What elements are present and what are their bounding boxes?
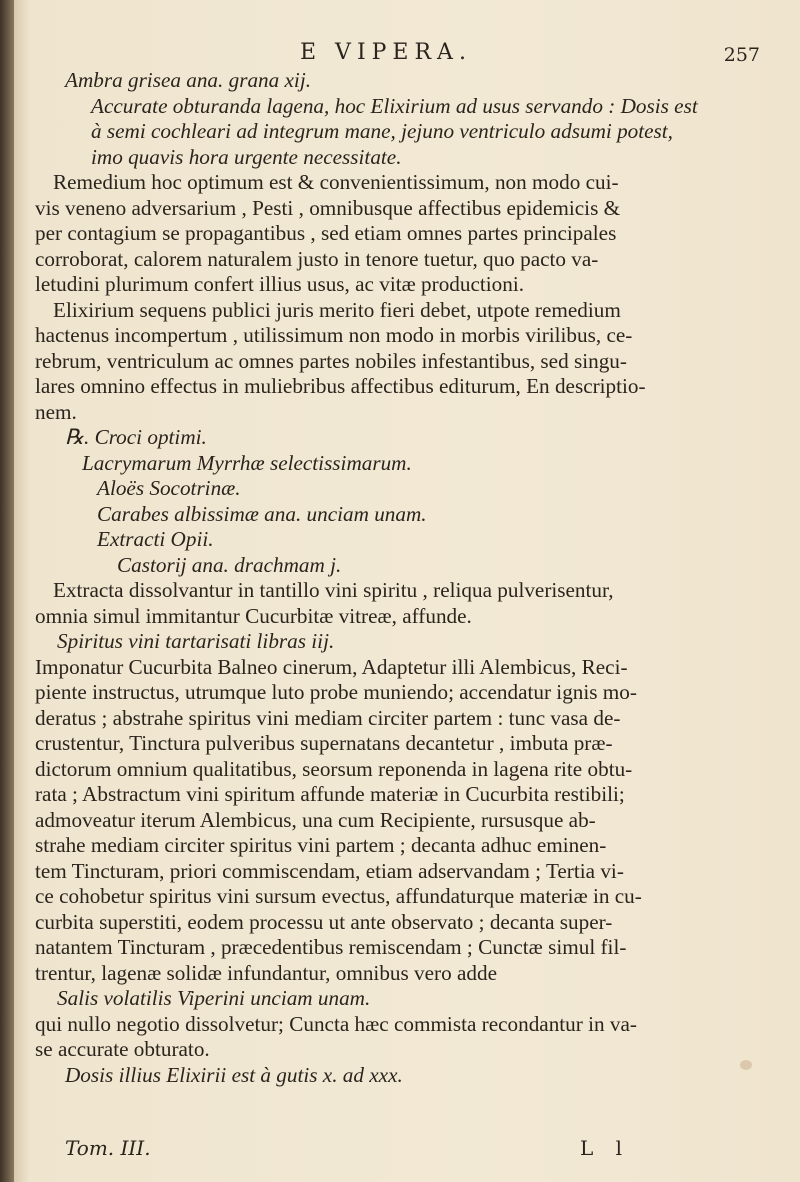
text-line: qui nullo negotio dissolvetur; Cuncta hæc commista recondantur in va- xyxy=(35,1011,637,1036)
text-line: dictorum omnium qualitatibus, seorsum reponenda in lagena rite obtu- xyxy=(35,756,633,781)
text-line: Aloës Socotrinæ. xyxy=(97,476,241,500)
text-line: deratus ; abstrahe spiritus vini mediam circiter partem : tunc vasa de- xyxy=(35,705,621,730)
text-line: Extracta dissolvantur in tantillo vini spiritu , reliqua pulverisentur, xyxy=(53,578,614,602)
text-line: Remedium hoc optimum est & convenientissimum, non modo cui- xyxy=(53,170,619,194)
text-line: Dosis illius Elixirii est à gutis x. ad xxx. xyxy=(65,1062,403,1087)
text-line: admoveatur iterum Alembicus, una cum Recipiente, rursusque ab- xyxy=(35,807,596,832)
signature-mark: L l xyxy=(580,1136,631,1160)
page-header xyxy=(0,40,800,70)
text-line: tem Tincturam, priori commiscendam, etiam adservandam ; Tertia vi- xyxy=(35,858,624,883)
text-line: crustentur, Tinctura pulveribus supernatans decantetur , imbuta præ- xyxy=(35,731,613,755)
text-line: natantem Tincturam , præcedentibus remiscendam ; Cunctæ simul fil- xyxy=(35,935,627,959)
text-line: Spiritus vini tartarisati libras iij. xyxy=(57,629,335,653)
text-line: per contagium se propagantibus , sed etiam omnes partes principales xyxy=(35,221,617,245)
text-line: ℞. Croci optimi. xyxy=(65,425,207,449)
text-line: rebrum, ventriculum ac omnes partes nobiles infestantibus, sed singu- xyxy=(35,348,627,373)
text-line: imo quavis hora urgente necessitate. xyxy=(91,144,402,169)
book-spine xyxy=(0,0,14,1182)
text-line: piente instructus, utrumque luto probe muniendo; accendatur ignis mo- xyxy=(35,680,637,704)
text-line: Imponatur Cucurbita Balneo cinerum, Adaptetur illi Alembicus, Reci- xyxy=(35,654,628,679)
text-line: trentur, lagenæ solidæ infundantur, omnibus vero adde xyxy=(35,960,497,985)
text-line: Ambra grisea ana. grana xij. xyxy=(65,68,312,92)
text-line: corroborat, calorem naturalem justo in tenore tuetur, quo pacto va- xyxy=(35,246,599,271)
foxing-spot xyxy=(740,1060,752,1070)
body-text xyxy=(35,68,770,1088)
text-line: letudini plurimum confert illius usus, ac vitæ productioni. xyxy=(35,272,525,296)
text-line: Carabes albissimæ ana. unciam unam. xyxy=(97,501,427,526)
text-line: lares omnino effectus in muliebribus affectibus editurum, En descriptio- xyxy=(35,374,646,398)
text-line: vis veneno adversarium , Pesti , omnibusque affectibus epidemicis & xyxy=(35,195,621,220)
text-line: Accurate obturanda lagena, hoc Elixirium ad usus servando : Dosis est xyxy=(91,93,698,118)
text-line: à semi cochleari ad integrum mane, jejuno ventriculo adsumi potest, xyxy=(91,119,673,143)
text-line: ce cohobetur spiritus vini sursum evectus, affundaturque materiæ in cu- xyxy=(35,884,642,908)
page-number: 257 xyxy=(723,44,760,66)
text-line: Castorij ana. drachmam j. xyxy=(117,552,342,577)
text-line: Salis volatilis Viperini unciam unam. xyxy=(57,986,371,1010)
text-line: hactenus incompertum , utilissimum non modo in morbis virilibus, ce- xyxy=(35,323,633,347)
text-line: strahe mediam circiter spiritus vini partem ; decanta adhuc eminen- xyxy=(35,833,607,857)
text-line: curbita superstiti, eodem processu ut ante observato ; decanta super- xyxy=(35,909,613,934)
running-title: E VIPERA. xyxy=(300,40,472,65)
text-line: Elixirium sequens publici juris merito fieri debet, utpote remedium xyxy=(53,297,621,322)
text-line: Lacrymarum Myrrhæ selectissimarum. xyxy=(82,450,412,475)
text-line: Extracti Opii. xyxy=(97,527,214,551)
volume-mark: Tom. III. xyxy=(65,1136,151,1160)
text-line: se accurate obturato. xyxy=(35,1037,210,1061)
text-line: rata ; Abstractum vini spiritum affunde materiæ in Cucurbita restibili; xyxy=(35,782,625,806)
text-line: nem. xyxy=(35,399,77,424)
text-line: omnia simul immitantur Cucurbitæ vitreæ, affunde. xyxy=(35,603,472,628)
